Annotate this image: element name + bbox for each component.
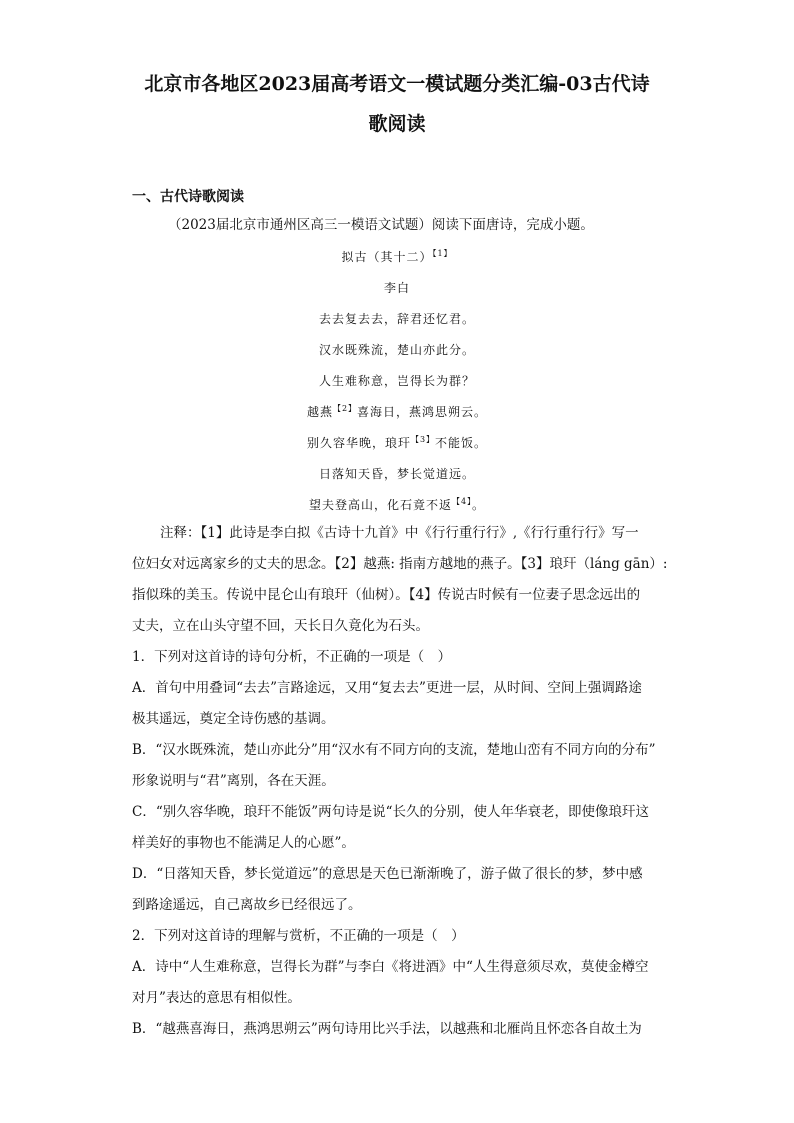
question-1-option-a-cont: 极其遥远，奠定全诗伤感的基调。: [132, 711, 335, 727]
poem-line: 越燕$^{【2】}$喜海日，燕鸿思朔云。: [306, 404, 488, 419]
question-2-stem: 2．下列对这首诗的理解与赏析，不正确的一项是（ ）: [132, 928, 465, 944]
question-1-option-b-cont: 形象说明与“君”离别，各在天涯。: [132, 773, 335, 789]
annotation-line: 丈夫，立在山头守望不回，天长日久竟化为石头。: [132, 618, 429, 634]
question-1-option-a: A．首句中用叠词“去去”言路途远，又用“复去去”更进一层，从时间、空间上强调路途: [132, 680, 642, 696]
poem-author: 李白: [383, 281, 410, 295]
poem-line: 去去复去去，辞君还忆君。: [318, 312, 475, 326]
question-2-option-a: A．诗中“人生难称意，岂得长为群”与李白《将进酒》中“人生得意须尽欢，莫使金樽空: [132, 959, 649, 975]
poem-title: 拟古（其十二）$^{【1】}$: [341, 249, 453, 264]
question-2-option-b: B．“越燕喜海日，燕鸿思朔云”两句诗用比兴手法，以越燕和北雁尚且怀恋各自故土为: [132, 1021, 642, 1037]
question-1-option-b: B．“汉水既殊流，楚山亦此分”用“汉水有不同方向的支流，楚地山峦有不同方向的分布”: [132, 742, 656, 758]
poem-note: 【2】: [332, 404, 358, 413]
annotation-line: 注释：【1】此诗是李白拟《古诗十九首》中《行行重行行》,《行行重行行》写一: [160, 525, 639, 541]
poem-line: 日落知天昏，梦长觉道远。: [318, 467, 475, 481]
question-intro: （2023届北京市通州区高三一模语文试题）阅读下面唐诗，完成小题。: [168, 217, 594, 233]
question-1-option-c-cont: 样美好的事物也不能满足人的心愿”。: [132, 835, 355, 851]
question-2-option-a-cont: 对月”表达的意思有相似性。: [132, 990, 301, 1006]
poem-note: 【4】: [451, 497, 473, 506]
question-1-option-c: C．“别久容华晚，琅玕不能饭”两句诗是说“长久的分别，使人年华衰老，即使像琅玕这: [132, 804, 650, 820]
poem-line: 汉水既殊流，楚山亦此分。: [318, 343, 475, 357]
poem-line: 望夫登高山，化石竟不返$^{【4】}$。: [308, 497, 486, 512]
question-1-option-d: D．“日落知天昏，梦长觉道远”的意思是天色已渐渐晚了，游子做了很长的梦，梦中感: [132, 866, 643, 882]
annotation-line: 位妇女对远离家乡的丈夫的思念。【2】越燕: 指南方越地的燕子。【3】琅玕（láng gān）:: [132, 556, 668, 572]
question-1-stem: 1．下列对这首诗的诗句分析，不正确的一项是（ ）: [132, 649, 452, 665]
document-title-line-2: 歌阅读: [368, 113, 426, 135]
document-title-line-1: 北京市各地区2023届高考语文一模试题分类汇编-03古代诗: [144, 73, 650, 95]
annotation-line: 指似珠的美玉。传说中昆仑山有琅玕（仙树）。【4】传说古时候有一位妻子思念远出的: [132, 587, 641, 603]
poem-line: 别久容华晚，琅玕$^{【3】}$不能饭。: [306, 435, 488, 450]
poem-line: 人生难称意，岂得长为群？: [318, 374, 475, 388]
question-1-option-d-cont: 到路途遥远，自己离故乡已经很远了。: [132, 897, 362, 913]
poem-title-note: 【1】: [432, 249, 453, 258]
poem-note: 【3】: [410, 435, 436, 444]
section-heading: 一、古代诗歌阅读: [132, 189, 244, 205]
